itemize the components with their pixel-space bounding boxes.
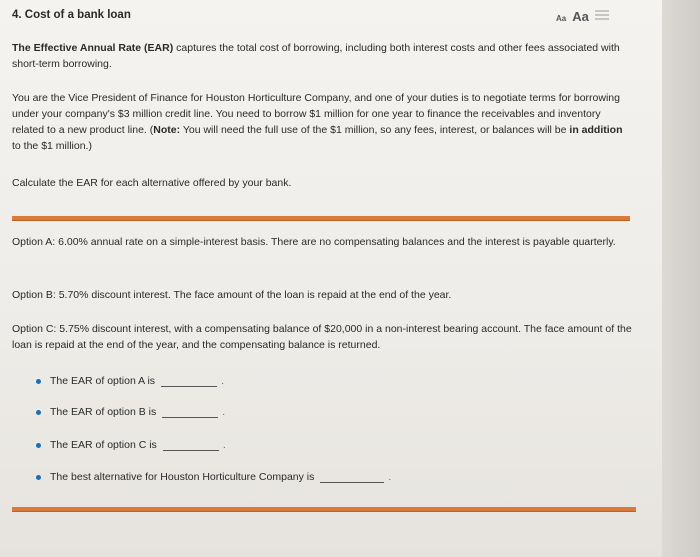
bottom-divider — [12, 507, 636, 511]
answer-blank-ear-a[interactable] — [161, 376, 217, 387]
note-text: You will need the full use of the $1 million, so any fees, interest, or balances will be — [180, 124, 570, 136]
answer-item-best — [36, 471, 391, 483]
answer-label-ear-c: The EAR of option C is — [50, 439, 157, 451]
note-end: to the $1 million.) — [12, 140, 92, 152]
answer-blank-ear-b[interactable] — [162, 407, 218, 418]
bullet-icon — [36, 410, 41, 415]
intro-paragraph-ear — [12, 40, 632, 72]
page-edge-shadow — [662, 0, 700, 557]
option-a-text: Option A: 6.00% annual rate on a simple-interest basis. There are no compensating balances and the interest is payable quarterly. — [12, 236, 616, 248]
ear-description: captures the total cost of borrowing, including both interest costs and other fees associated with short-term borrowing. — [12, 42, 620, 70]
option-c-text: Option C: 5.75% discount interest, with a compensating balance of $20,000 in a non-interest bearing account. The face amount of the loan is repaid at the end of the year, and the compensating balance is returned. — [12, 323, 632, 351]
answer-period: . — [222, 439, 226, 451]
bullet-icon — [36, 475, 41, 480]
note-label: Note: — [153, 124, 181, 136]
answer-label-best: The best alternative for Houston Horticulture Company is — [50, 471, 315, 483]
font-decrease-button[interactable]: Aa — [556, 14, 567, 23]
answer-item-ear-c — [36, 439, 226, 451]
answer-period: . — [388, 471, 392, 483]
scenario-text: You are the Vice President of Finance for Houston Horticulture Company, and one of your duties is to negotiate terms for borrowing under your company's $3 million credit line. You need to borrow $1 million for one year to finance the receivables and inventory related to a new product line. ( — [12, 92, 620, 136]
answer-item-ear-a — [36, 375, 224, 387]
bullet-icon — [36, 379, 41, 384]
ear-term: The Effective Annual Rate (EAR) — [12, 42, 174, 54]
answer-blank-ear-c[interactable] — [163, 440, 219, 451]
answer-period: . — [222, 406, 226, 418]
section-divider — [12, 216, 630, 220]
font-increase-button[interactable]: Aa — [572, 9, 589, 24]
instruction-text: Calculate the EAR for each alternative offered by your bank. — [12, 177, 292, 189]
font-size-controls — [556, 9, 609, 24]
note-emphasis: in addition — [569, 124, 623, 136]
option-b-text: Option B: 5.70% discount interest. The face amount of the loan is repaid at the end of the year. — [12, 289, 452, 301]
answer-period: . — [221, 375, 224, 387]
answer-label-ear-b: The EAR of option B is — [50, 406, 157, 418]
layout-icon[interactable] — [595, 10, 609, 22]
question-title: 4. Cost of a bank loan — [12, 9, 131, 21]
answer-blank-best[interactable] — [320, 472, 384, 483]
intro-paragraph-scenario — [12, 90, 632, 154]
answer-item-ear-b — [36, 406, 225, 418]
bullet-icon — [36, 443, 41, 448]
answer-label-ear-a: The EAR of option A is — [50, 375, 156, 387]
